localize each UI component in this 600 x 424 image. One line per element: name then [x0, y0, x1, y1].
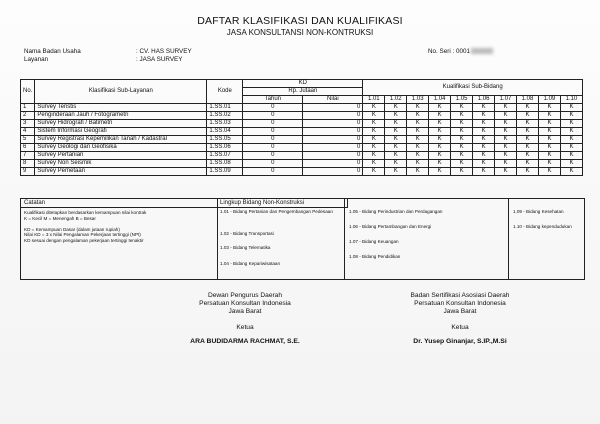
- row-nilai: 0: [303, 160, 363, 168]
- row-tahun: 0: [243, 112, 303, 120]
- classification-table: [20, 79, 583, 176]
- qualification-cell: K: [451, 104, 473, 112]
- qualification-cell: K: [429, 160, 451, 168]
- row-classification: Penginderaan Jauh / Fotogrametri: [35, 112, 207, 120]
- signatory-left: [160, 292, 330, 346]
- catatan-line: KD sesuai dengan pengalaman pekerjaan tertinggi tenaktir: [24, 237, 144, 243]
- row-no: 1: [21, 104, 35, 112]
- notes-divider: [508, 199, 509, 279]
- catatan-line: KD = Kemampuan Dasar (dalam jutaan rupiah): [24, 226, 120, 232]
- row-tahun: 0: [243, 160, 303, 168]
- sign-right-line2: Persatuan Konsultan Indonesia: [414, 300, 506, 307]
- header-sub-bidang: 1.06: [473, 96, 495, 104]
- qualification-cell: K: [517, 128, 539, 136]
- qualification-cell: K: [495, 112, 517, 120]
- qualification-cell: K: [495, 120, 517, 128]
- qualification-cell: K: [495, 160, 517, 168]
- table-row: [21, 160, 583, 168]
- sign-right-line1: Badan Sertifikasi Asosiasi Daerah: [410, 292, 510, 299]
- qualification-cell: K: [473, 120, 495, 128]
- qualification-cell: K: [451, 120, 473, 128]
- qualification-cell: K: [407, 128, 429, 136]
- row-no: 7: [21, 152, 35, 160]
- qualification-cell: K: [560, 136, 582, 144]
- qualification-cell: K: [495, 144, 517, 152]
- bidang-110: 1.10 - Bidang kependudukan: [513, 224, 572, 229]
- catatan-text: [21, 208, 217, 245]
- row-classification: Survey Non Seismik: [35, 160, 207, 168]
- qualification-cell: K: [429, 128, 451, 136]
- header-no: No.: [21, 80, 35, 104]
- qualification-cell: K: [560, 160, 582, 168]
- qualification-cell: K: [363, 144, 385, 152]
- qualification-cell: K: [538, 112, 560, 120]
- row-code: 1.SS.08: [207, 160, 243, 168]
- qualification-cell: K: [451, 128, 473, 136]
- notes-section: [20, 198, 585, 280]
- catatan-line: Nilai KD = 3 x Nilai Pengalaman Pekerjaan tertinggi (NPt): [24, 232, 141, 237]
- qualification-cell: K: [517, 144, 539, 152]
- row-no: 2: [21, 112, 35, 120]
- row-classification: Sistem Informasi Geografi: [35, 128, 207, 136]
- table-row: [21, 152, 583, 160]
- signatory-right: [375, 292, 545, 346]
- sign-left-line3: Jawa Barat: [228, 308, 262, 315]
- qualification-cell: K: [429, 144, 451, 152]
- bidang-101: 1.01 - Bidang Pertanian dan Pengembangan Pedesaan: [220, 209, 333, 214]
- header-rp: Rp. Jutaan: [243, 88, 363, 96]
- qualification-cell: K: [407, 104, 429, 112]
- header-sub-bidang: 1.09: [538, 96, 560, 104]
- qualification-cell: K: [517, 120, 539, 128]
- header-sub-bidang: 1.10: [560, 96, 582, 104]
- qualification-cell: K: [385, 168, 407, 176]
- qualification-cell: K: [517, 136, 539, 144]
- qualification-cell: K: [429, 104, 451, 112]
- qualification-cell: K: [560, 112, 582, 120]
- header-sub-bidang: 1.04: [429, 96, 451, 104]
- qualification-cell: K: [538, 120, 560, 128]
- qualification-cell: K: [473, 152, 495, 160]
- qualification-cell: K: [451, 136, 473, 144]
- qualification-cell: K: [495, 168, 517, 176]
- qualification-cell: K: [385, 136, 407, 144]
- row-nilai: 0: [303, 152, 363, 160]
- qualification-cell: K: [517, 104, 539, 112]
- sign-left-line2: Persatuan Konsultan Indonesia: [199, 300, 291, 307]
- row-classification: Survey Registrasi Kepemilikan Tanah / Kadastral: [35, 136, 207, 144]
- row-no: 8: [21, 160, 35, 168]
- qualification-cell: K: [495, 128, 517, 136]
- service-value: : JASA SURVEY: [136, 56, 183, 63]
- qualification-cell: K: [385, 160, 407, 168]
- qualification-cell: K: [407, 160, 429, 168]
- qualification-cell: K: [495, 152, 517, 160]
- qualification-cell: K: [560, 168, 582, 176]
- header-sub-bidang: 1.07: [495, 96, 517, 104]
- header-kualifikasi: Kualifikasi Sub-Bidang: [363, 80, 583, 96]
- document-title: DAFTAR KLASIFIKASI DAN KUALIFIKASI: [197, 15, 403, 27]
- header-tahun: Tahun: [243, 96, 303, 104]
- table-row: [21, 104, 583, 112]
- row-nilai: 0: [303, 104, 363, 112]
- sign-left-name: ARA BUDIDARMA RACHMAT, S.E.: [190, 338, 300, 345]
- row-classification: Survey Geologi dan Geofisika: [35, 144, 207, 152]
- qualification-cell: K: [538, 104, 560, 112]
- qualification-cell: K: [451, 160, 473, 168]
- header-sub-bidang: 1.05: [451, 96, 473, 104]
- row-nilai: 0: [303, 168, 363, 176]
- qualification-cell: K: [385, 152, 407, 160]
- qualification-cell: K: [473, 136, 495, 144]
- bidang-107: 1.07 - Bidang Keuangan: [349, 239, 399, 244]
- lingkup-title: Lingkup Bidang Non-Konstruksi: [217, 199, 348, 208]
- row-tahun: 0: [243, 144, 303, 152]
- notes-divider: [344, 199, 345, 279]
- sign-right-role: Ketua: [451, 324, 469, 331]
- qualification-cell: K: [538, 144, 560, 152]
- qualification-cell: K: [473, 112, 495, 120]
- qualification-cell: K: [385, 112, 407, 120]
- qualification-cell: K: [407, 144, 429, 152]
- table-row: [21, 168, 583, 176]
- qualification-cell: K: [363, 136, 385, 144]
- row-tahun: 0: [243, 152, 303, 160]
- row-nilai: 0: [303, 136, 363, 144]
- row-code: 1.SS.05: [207, 136, 243, 144]
- row-code: 1.SS.07: [207, 152, 243, 160]
- bidang-102: 1.02 - Bidang Transportasi: [220, 231, 274, 236]
- qualification-cell: K: [473, 144, 495, 152]
- bidang-105: 1.05 - Bidang Perindustrian dan Perdagangan: [349, 209, 443, 214]
- qualification-cell: K: [429, 112, 451, 120]
- header-sub-bidang: 1.03: [407, 96, 429, 104]
- qualification-cell: K: [385, 120, 407, 128]
- qualification-cell: K: [538, 168, 560, 176]
- bidang-103: 1.03 - Bidang Telematika: [220, 245, 271, 250]
- qualification-cell: K: [451, 168, 473, 176]
- qualification-cell: K: [560, 128, 582, 136]
- qualification-cell: K: [385, 144, 407, 152]
- catatan-line: Kualifikasi ditetapkan berdasarkan kemampuan nilai kontrak: [24, 210, 147, 215]
- table-row: [21, 120, 583, 128]
- qualification-cell: K: [473, 104, 495, 112]
- table-row: [21, 128, 583, 136]
- qualification-cell: K: [363, 168, 385, 176]
- row-tahun: 0: [243, 104, 303, 112]
- qualification-cell: K: [407, 112, 429, 120]
- qualification-cell: K: [363, 112, 385, 120]
- bidang-104: 1.04 - Bidang Kepariwisataan: [220, 261, 281, 266]
- row-code: 1.SS.04: [207, 128, 243, 136]
- header-sub-bidang: 1.01: [363, 96, 385, 104]
- qualification-cell: K: [385, 104, 407, 112]
- serial-number-label: No. Seri : 0001: [428, 48, 471, 55]
- company-info: [24, 48, 192, 64]
- qualification-cell: K: [407, 168, 429, 176]
- row-tahun: 0: [243, 128, 303, 136]
- qualification-cell: K: [451, 112, 473, 120]
- row-code: 1.SS.01: [207, 104, 243, 112]
- qualification-cell: K: [517, 112, 539, 120]
- qualification-cell: K: [560, 152, 582, 160]
- row-code: 1.SS.02: [207, 112, 243, 120]
- qualification-cell: K: [429, 168, 451, 176]
- qualification-cell: K: [363, 120, 385, 128]
- sign-left-role: Ketua: [236, 324, 254, 331]
- qualification-cell: K: [363, 104, 385, 112]
- catatan-column: [21, 199, 218, 279]
- document-subtitle: JASA KONSULTANSI NON-KONTRUKSI: [226, 28, 374, 37]
- catatan-title: Catatan: [21, 199, 217, 208]
- qualification-cell: K: [538, 136, 560, 144]
- row-code: 1.SS.06: [207, 144, 243, 152]
- row-tahun: 0: [243, 120, 303, 128]
- qualification-cell: K: [538, 128, 560, 136]
- qualification-cell: K: [560, 104, 582, 112]
- row-classification: Survey Pertanian: [35, 152, 207, 160]
- qualification-cell: K: [451, 152, 473, 160]
- row-no: 3: [21, 120, 35, 128]
- sign-right-name: Dr. Yusep Ginanjar, S.IP.,M.Si: [413, 338, 507, 345]
- table-row: [21, 136, 583, 144]
- qualification-cell: K: [385, 128, 407, 136]
- qualification-cell: K: [407, 120, 429, 128]
- header-klasifikasi: Klasifikasi Sub-Layanan: [35, 80, 207, 104]
- qualification-cell: K: [517, 152, 539, 160]
- qualification-cell: K: [538, 152, 560, 160]
- qualification-cell: K: [560, 144, 582, 152]
- qualification-cell: K: [560, 120, 582, 128]
- qualification-cell: K: [407, 136, 429, 144]
- table-row: [21, 112, 583, 120]
- row-classification: Survey Teristis: [35, 104, 207, 112]
- header-kd: KD: [243, 80, 363, 88]
- row-no: 9: [21, 168, 35, 176]
- qualification-cell: K: [538, 160, 560, 168]
- qualification-cell: K: [363, 128, 385, 136]
- bidang-108: 1.08 - Bidang Pendidikan: [349, 254, 401, 259]
- row-nilai: 0: [303, 112, 363, 120]
- qualification-cell: K: [429, 136, 451, 144]
- row-nilai: 0: [303, 128, 363, 136]
- qualification-cell: K: [363, 160, 385, 168]
- row-no: 5: [21, 136, 35, 144]
- serial-number: [428, 48, 493, 55]
- row-no: 4: [21, 128, 35, 136]
- qualification-cell: K: [495, 104, 517, 112]
- sign-right-line3: Jawa Barat: [443, 308, 477, 315]
- row-classification: Survey Hidrografi / Batimetri: [35, 120, 207, 128]
- bidang-106: 1.06 - Bidang Pertambangan dan Energi: [349, 224, 432, 229]
- qualification-cell: K: [451, 144, 473, 152]
- catatan-line: K = Kecil M = Menengah B = Besar: [24, 215, 96, 221]
- qualification-cell: K: [363, 152, 385, 160]
- serial-number-redacted: [471, 48, 493, 54]
- qualification-cell: K: [407, 152, 429, 160]
- qualification-cell: K: [517, 160, 539, 168]
- company-name-value: : CV. HAS SURVEY: [136, 48, 192, 55]
- sign-left-line1: Dewan Pengurus Daerah: [207, 292, 283, 299]
- company-name-label: Nama Badan Usaha: [24, 48, 81, 55]
- qualification-cell: K: [473, 168, 495, 176]
- row-tahun: 0: [243, 168, 303, 176]
- row-nilai: 0: [303, 144, 363, 152]
- header-nilai: Nilai: [303, 96, 363, 104]
- row-code: 1.SS.03: [207, 120, 243, 128]
- table-row: [21, 144, 583, 152]
- row-nilai: 0: [303, 120, 363, 128]
- service-label: Layanan: [24, 56, 49, 63]
- qualification-cell: K: [473, 160, 495, 168]
- row-code: 1.SS.09: [207, 168, 243, 176]
- bidang-109: 1.09 - Bidang Kesehatan: [513, 209, 564, 214]
- qualification-cell: K: [429, 120, 451, 128]
- row-no: 6: [21, 144, 35, 152]
- qualification-cell: K: [517, 168, 539, 176]
- header-sub-bidang: 1.08: [517, 96, 539, 104]
- qualification-cell: K: [429, 152, 451, 160]
- header-sub-bidang: 1.02: [385, 96, 407, 104]
- qualification-cell: K: [473, 128, 495, 136]
- header-kode: Kode: [207, 80, 243, 104]
- row-classification: Survey Pemetaan: [35, 168, 207, 176]
- qualification-cell: K: [495, 136, 517, 144]
- lingkup-column: [217, 199, 584, 279]
- row-tahun: 0: [243, 136, 303, 144]
